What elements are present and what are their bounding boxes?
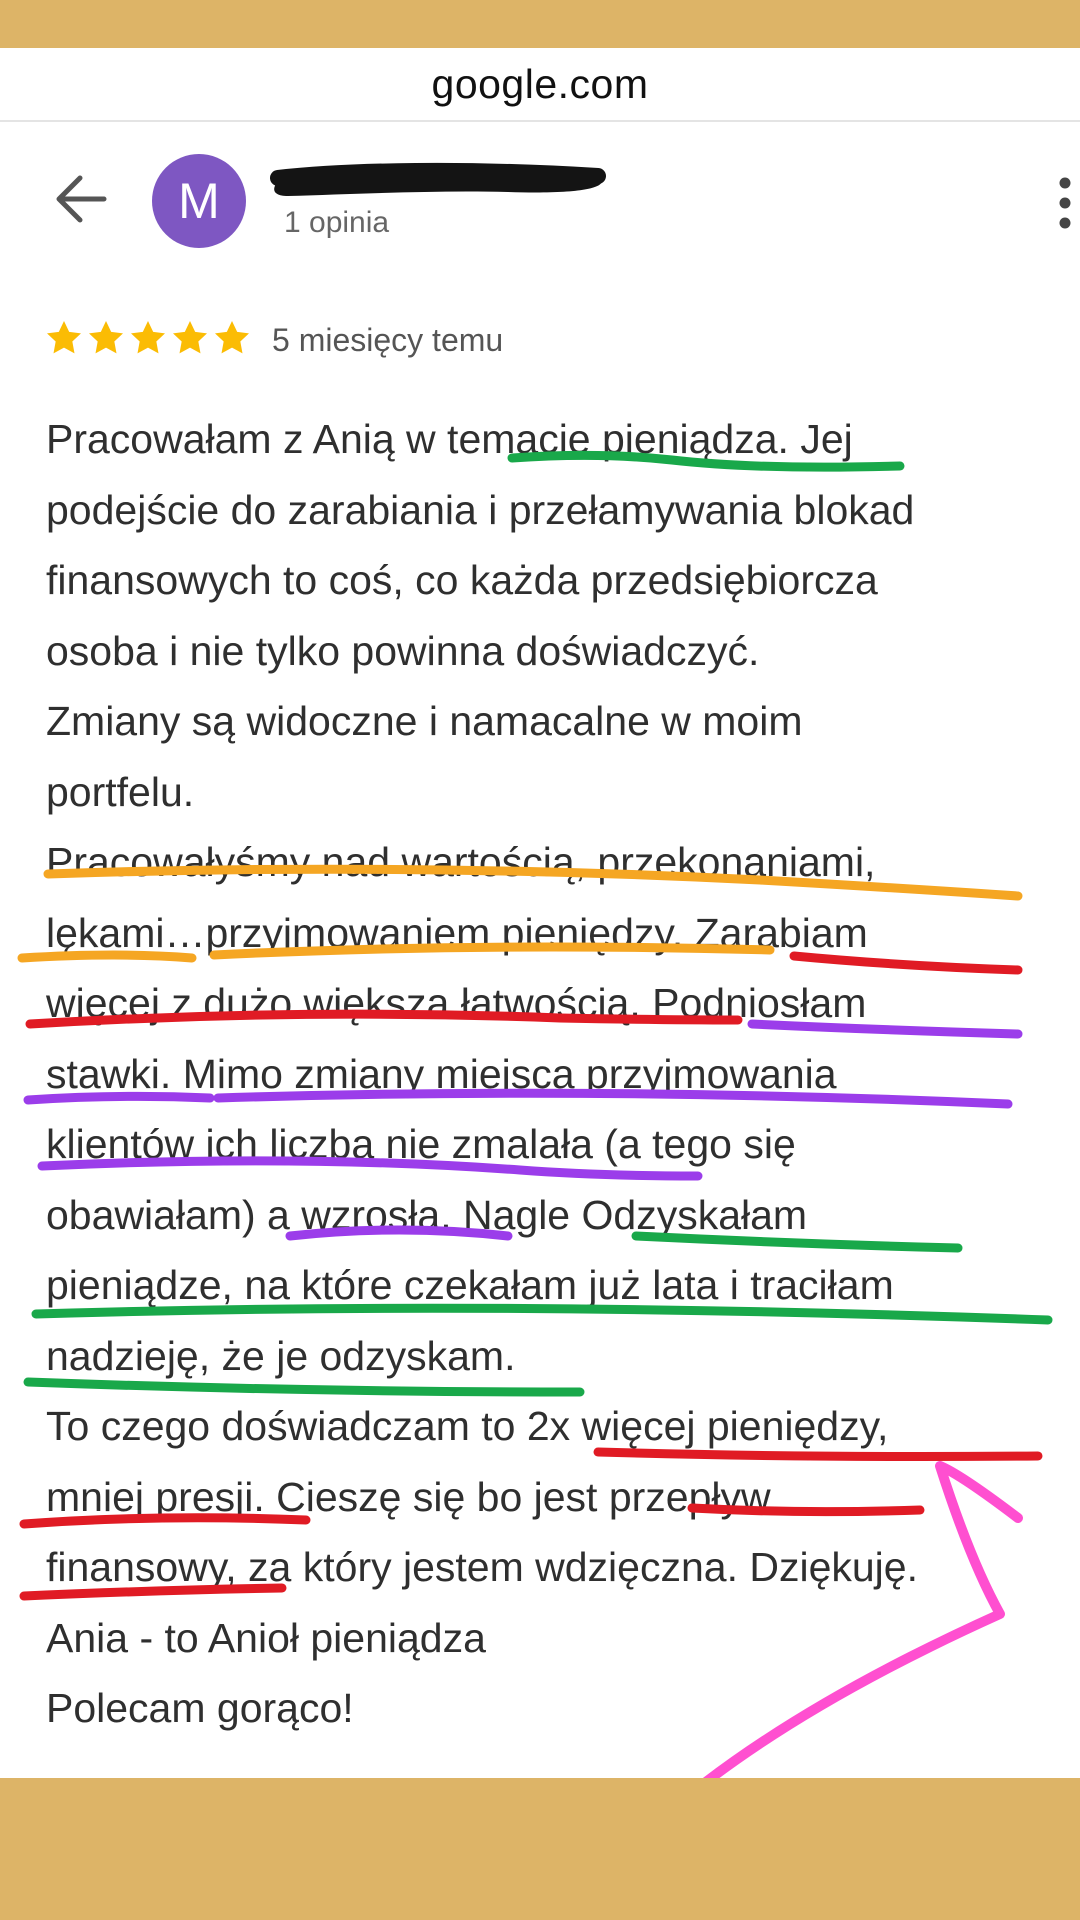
review-line: pieniądze, na które czekałam już lata i traciłam xyxy=(46,1262,894,1308)
review-line: Ania - to Anioł pieniądza xyxy=(46,1614,486,1661)
review-line: lękami…przyjmowaniem pieniędzy. Zarabiam xyxy=(46,909,868,956)
review-line: To czego doświadczam to 2x więcej pieniędzy, xyxy=(46,1403,889,1449)
review-line: osoba i nie tylko powinna doświadczyć. xyxy=(46,627,760,674)
star-icon xyxy=(212,318,252,358)
star-icon xyxy=(44,318,84,358)
redacted-name xyxy=(268,150,610,210)
avatar[interactable] xyxy=(152,154,246,248)
review-line: Pracowałyśmy nad wartością, przekonaniami, xyxy=(46,839,876,885)
review-text xyxy=(46,404,1080,1744)
review-line: stawki. Mimo zmiany miejsca przyjmowania xyxy=(46,1050,837,1097)
star-icon xyxy=(86,318,126,358)
review-line: portfelu. xyxy=(46,768,195,815)
review-time: 5 miesięcy temu xyxy=(272,322,504,358)
star-icon xyxy=(128,318,168,358)
url-text: google.com xyxy=(431,60,649,107)
review-line: obawiałam) a wzrosła. Nagle Odzyskałam xyxy=(46,1191,808,1238)
review-line: Polecam gorąco! xyxy=(46,1685,354,1731)
review-line: nadzieję, że je odzyskam. xyxy=(46,1332,516,1379)
review-line: więcej z dużo większa łatwością. Podniosłam xyxy=(46,980,867,1026)
star-rating xyxy=(44,318,252,364)
review-line: finansowy, za który jestem wdzięczna. Dziękuję. xyxy=(46,1544,918,1590)
bottom-border xyxy=(0,1778,1080,1920)
review-line: finansowych to coś, co każda przedsiębiorcza xyxy=(46,557,878,603)
review-line: Pracowałam z Anią w temacie pieniądza. Jej xyxy=(46,416,853,462)
avatar-initial: M xyxy=(178,173,220,229)
top-border xyxy=(0,0,1080,48)
review-line: klientów ich liczba nie zmalała (a tego się xyxy=(46,1121,796,1167)
review-count: 1 opinia xyxy=(284,206,390,239)
address-bar[interactable] xyxy=(0,48,1080,122)
review-line: Zmiany są widoczne i namacalne w moim xyxy=(46,698,803,744)
review-line: mniej presji. Cieszę się bo jest przepływ xyxy=(46,1473,771,1520)
review-line: podejście do zarabiania i przełamywania blokad xyxy=(46,486,915,533)
back-arrow-icon[interactable] xyxy=(52,170,110,228)
star-icon xyxy=(170,318,210,358)
more-options-icon[interactable] xyxy=(1050,176,1080,230)
